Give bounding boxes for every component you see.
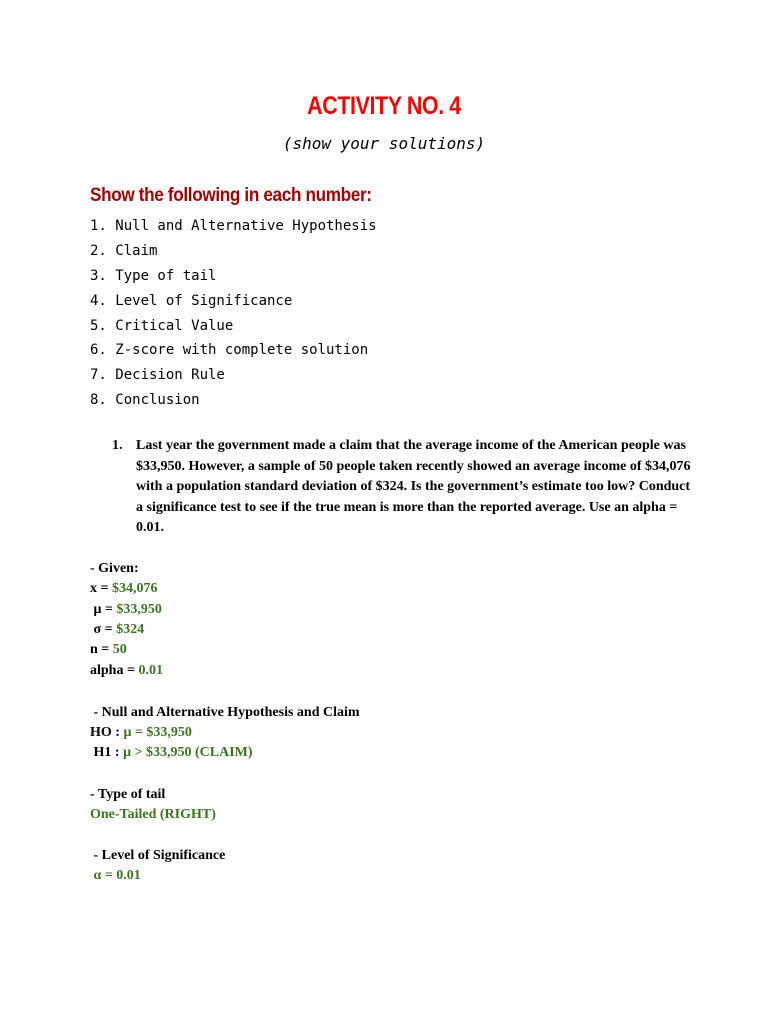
given-n-value: 50 (112, 642, 127, 657)
h1-label: H1 : (90, 745, 124, 760)
page-subtitle: (show your solutions) (282, 134, 486, 153)
list-item: 6. Z-score with complete solution (90, 342, 369, 359)
problem-1 (112, 436, 692, 539)
given-sigma (90, 620, 144, 640)
instructions-heading: Show the following in each number: (90, 184, 372, 206)
list-item: 8. Conclusion (90, 392, 200, 409)
given-n (90, 640, 127, 660)
given-x (90, 579, 157, 599)
h0-value: μ = $33,950 (123, 725, 192, 740)
list-item: 5. Critical Value (90, 317, 234, 334)
given-x-value: $34,076 (111, 581, 158, 596)
h0-label: HO : (90, 725, 124, 740)
problem-text: Last year the government made a claim that the average income of the American people was $33,950. However, a sample of 50 people taken recently showed an average income of $34,076 with a population standard deviation of $324. Is the government’s estimate too low? Conduct a significance test to see if the true mean is more than the reported average. Use an alpha = 0.01. (136, 438, 691, 536)
list-item: 2. Claim (90, 242, 158, 259)
page-title: ACTIVITY NO. 4 (307, 92, 461, 120)
given-alpha-value: 0.01 (138, 663, 163, 678)
problem-number: 1. (112, 438, 123, 453)
given-header: - Given: (90, 561, 139, 576)
given-x-label: x = (90, 581, 112, 596)
given-n-label: n = (90, 642, 113, 657)
given-mu-label: μ = (90, 602, 117, 617)
significance-header: - Level of Significance (90, 848, 226, 863)
significance-value: α = 0.01 (90, 868, 141, 883)
given-alpha-label: alpha = (90, 663, 139, 678)
alternative-hypothesis (90, 743, 253, 763)
given-mu-value: $33,950 (116, 602, 162, 617)
given-sigma-label: σ = (90, 622, 117, 637)
steps-list (90, 214, 377, 413)
given-alpha (90, 661, 163, 681)
list-item: 7. Decision Rule (90, 367, 225, 384)
list-item: 3. Type of tail (90, 267, 217, 284)
tail-header: - Type of tail (90, 787, 166, 802)
h1-value: μ > $33,950 (CLAIM) (123, 745, 253, 760)
given-sigma-value: $324 (116, 622, 145, 637)
list-item: 1. Null and Alternative Hypothesis (90, 218, 377, 234)
null-hypothesis (90, 723, 192, 743)
tail-value: One-Tailed (RIGHT) (90, 807, 216, 822)
hypothesis-header: - Null and Alternative Hypothesis and Claim (90, 705, 360, 720)
given-mu (90, 600, 162, 620)
list-item: 4. Level of Significance (90, 292, 293, 309)
